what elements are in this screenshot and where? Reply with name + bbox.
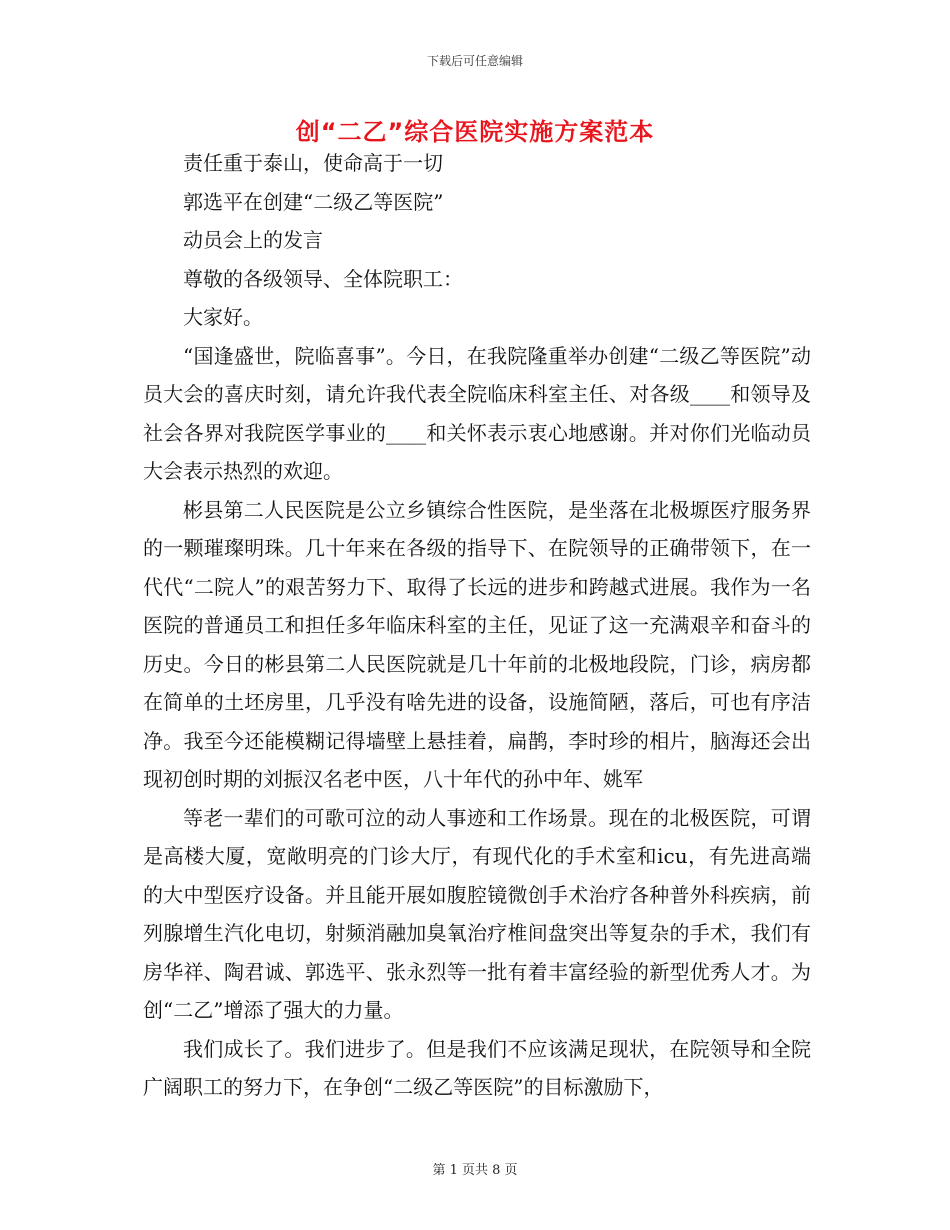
paragraph: 彬县第二人民医院是公立乡镇综合性医院，是坐落在北极塬医疗服务界的一颗璀璨明珠。几十年来在各级的指导下、在院领导的正确带领下，在一代代“二院人”的艰苦努力下、取得了长远的进步和跨越式进展。我作为一名医院的普通员工和担任多年临床科室的主任，见证了这一充满艰辛和奋斗的历史。今日的彬县第二人民医院就是几十年前的北极地段院，门诊，病房都在简单的土坯房里，几乎没有啥先进的设备，设施简陋，落后，可也有序洁净。我至今还能模糊记得墙壁上悬挂着，扁鹊，李时珍的相片，脑海还会出现初创时期的刘振汉名老中医，八十年代的孙中年、姚军 [143,497,811,791]
paragraph: “国逢盛世，院临喜事”。今日，在我院隆重举办创建“二级乙等医院”动员大会的喜庆时刻，请允许我代表全院临床科室主任、对各级____和领导及社会各界对我院医学事业的____和关怀表示衷心地感谢。并对你们光临动员大会表示热烈的欢迎。 [143,343,811,483]
paragraph: 我们成长了。我们进步了。但是我们不应该满足现状，在院领导和全院广阔职工的努力下，在争创“二级乙等医院”的目标激励下， [143,1036,811,1099]
document-title: 创“二乙”综合医院实施方案范本 [295,118,655,146]
paragraph: 尊敬的各级领导、全体院职工： [183,266,463,291]
paragraph: 等老一辈们的可歌可泣的动人事迹和工作场景。现在的北极医院，可谓是高楼大厦，宽敞明亮的门诊大厅，有现代化的手术室和icu，有先进高端的大中型医疗设备。并且能开展如腹腔镜微创手术治疗各种普外科疾病，前列腺增生汽化电切，射频消融加臭氧治疗椎间盘突出等复杂的手术，我们有房华祥、陶君诚、郭选平、张永烈等一批有着丰富经验的新型优秀人才。为创“二乙”增添了强大的力量。 [143,805,811,1022]
paragraph: 动员会上的发言 [183,228,323,252]
page-footer: 第 1 页共 8 页 [432,1163,518,1178]
paragraph: 大家好。 [183,305,263,329]
paragraph: 责任重于泰山，使命高于一切 [183,151,443,175]
page-header: 下载后可任意编辑 [426,54,523,68]
paragraph: 郭选平在创建“二级乙等医院” [183,189,444,214]
document-body [143,144,811,1107]
